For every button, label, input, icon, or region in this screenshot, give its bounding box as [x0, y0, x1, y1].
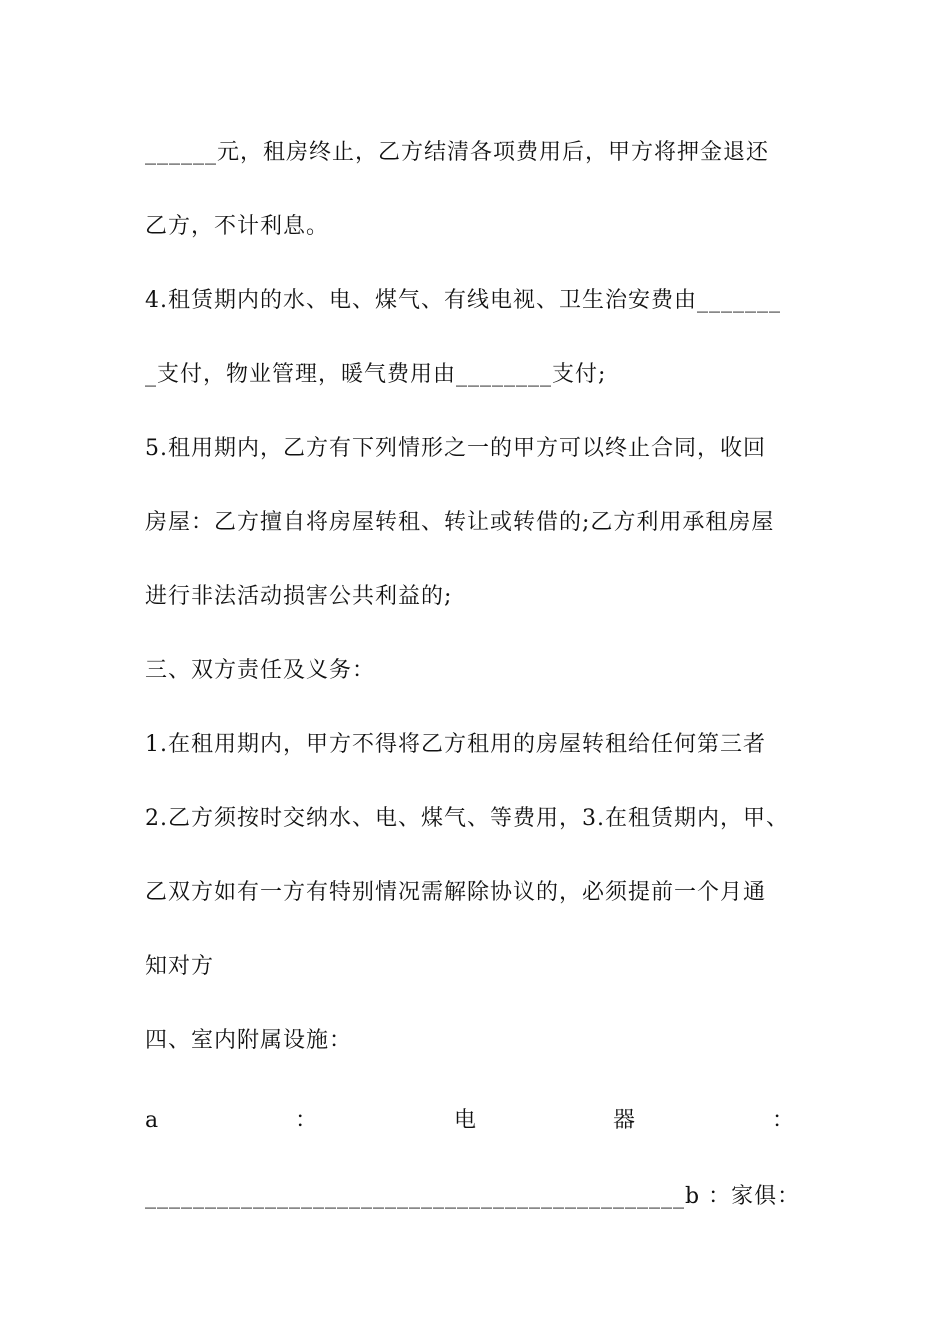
text-line: 4.租赁期内的水、电、煤气、有线电视、卫生治安费由_______	[145, 288, 781, 313]
appliance-line	[145, 1106, 795, 1136]
text-line: 5.租用期内，乙方有下列情形之一的甲方可以终止合同，收回	[145, 436, 766, 461]
text-line: 1.在租用期内，甲方不得将乙方租用的房屋转租给任何第三者	[145, 732, 766, 757]
section-heading: 四、室内附属设施：	[145, 1028, 353, 1053]
item-letter: a	[145, 1108, 160, 1133]
word-char: 电	[454, 1108, 478, 1133]
text-line: _支付，物业管理，暖气费用由________支付;	[145, 362, 607, 387]
text-line: 2.乙方须按时交纳水、电、煤气、等费用，3.在租赁期内，甲、	[145, 806, 789, 831]
colon: ：	[295, 1108, 319, 1133]
text-line: 乙双方如有一方有特别情况需解除协议的，必须提前一个月通	[145, 880, 767, 905]
text-line: 房屋：乙方擅自将房屋转租、转让或转借的;乙方利用承租房屋	[145, 510, 775, 535]
text-line: 进行非法活动损害公共利益的;	[145, 584, 453, 609]
text-line: ______元，租房终止，乙方结清各项费用后，甲方将押金退还	[145, 140, 770, 165]
word-char: 器	[613, 1108, 637, 1133]
furniture-line: _____________________________________________b ：家俱：	[145, 1184, 801, 1209]
section-heading: 三、双方责任及义务：	[145, 658, 376, 683]
text-line: 知对方	[145, 954, 215, 979]
colon: ：	[771, 1108, 795, 1133]
text-line: 乙方，不计利息。	[145, 214, 330, 239]
